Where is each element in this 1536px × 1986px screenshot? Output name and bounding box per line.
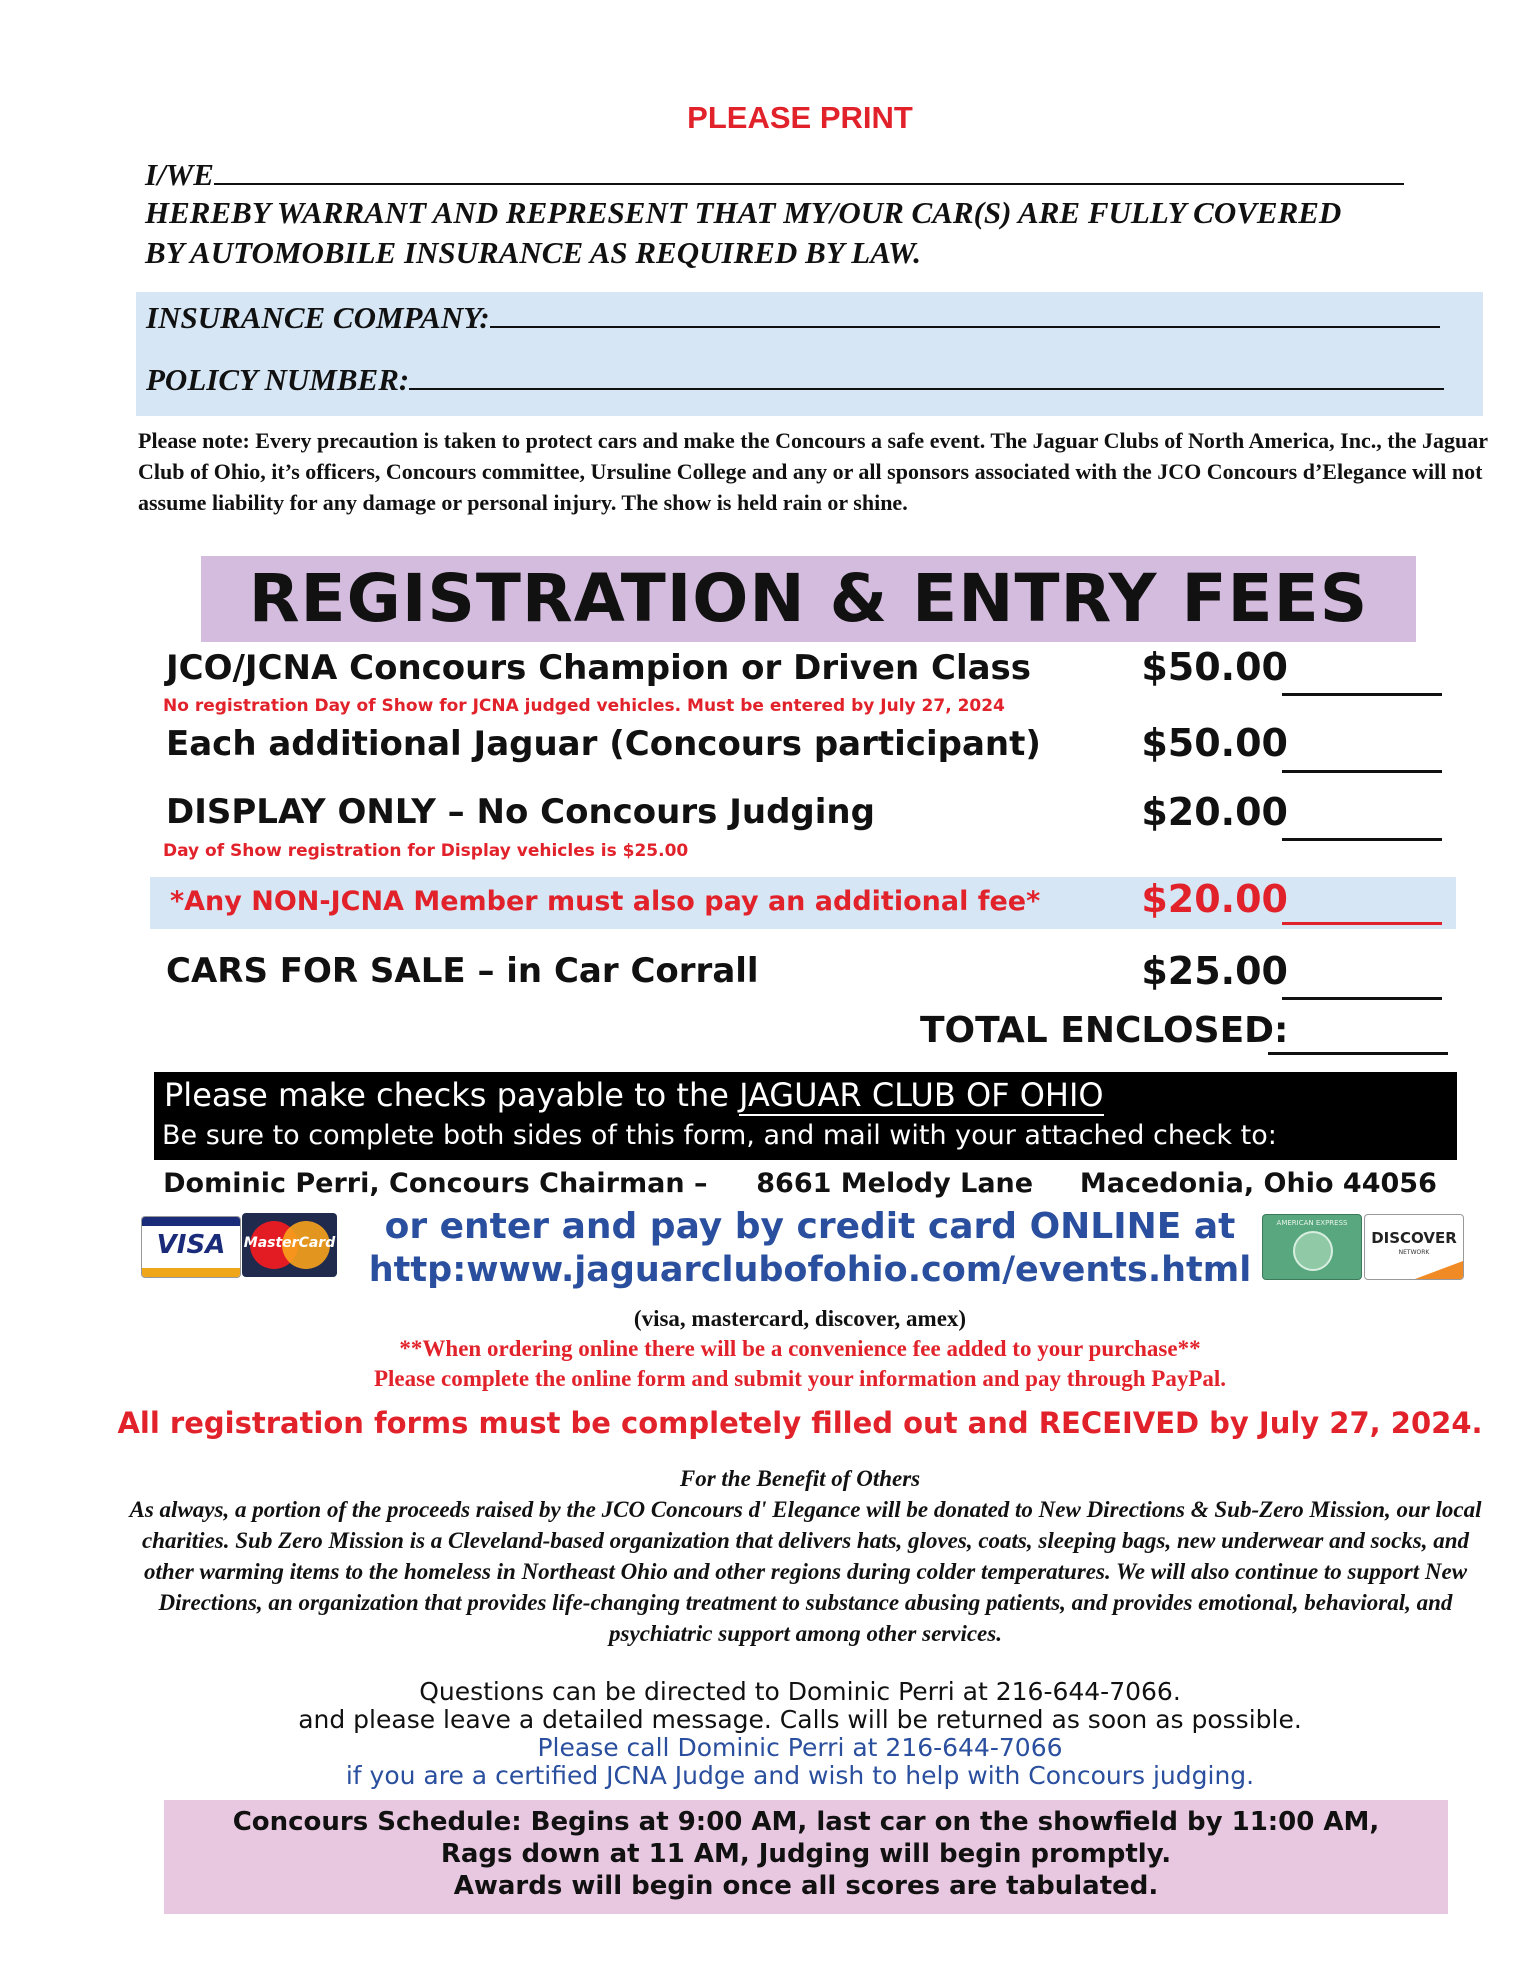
policy-number-label: POLICY NUMBER:: [146, 362, 410, 397]
fee-label-non-member: *Any NON-JCNA Member must also pay an additional fee*: [170, 886, 1041, 917]
concours-schedule: [164, 1800, 1448, 1914]
please-print-heading: PLEASE PRINT: [687, 100, 913, 135]
liability-note: Please note: Every precaution is taken to protect cars and make the Concours a safe event. The Jaguar Clubs of North America, Inc., the Jaguar Club of Ohio, it’s officers, Concours committee, Ursuline College and any or all sponsors associated with the JCO Concours d’Elegance will not assume liability for any damage or personal injury. The show is held rain or shine.: [138, 428, 1488, 515]
registration-title: REGISTRATION & ENTRY FEES: [248, 560, 1369, 637]
fee-amount-display: $20.00: [1141, 790, 1288, 834]
convenience-fee-note: **When ordering online there will be a convenience fee added to your purchase**: [399, 1336, 1201, 1361]
iwe-blank[interactable]: [214, 157, 1404, 185]
fee-amount-for-sale: $25.00: [1141, 949, 1288, 993]
check-instructions: [154, 1072, 1457, 1160]
contact-line-2: and please leave a detailed message. Calls will be returned as soon as possible.: [298, 1705, 1302, 1734]
fee-blank-display[interactable]: [1282, 838, 1442, 841]
amex-logo-text: AMERICAN EXPRESS: [1276, 1219, 1348, 1227]
schedule-line-1: Concours Schedule: Begins at 9:00 AM, last car on the showfield by 11:00 AM,: [232, 1807, 1380, 1837]
fee-note-champion: No registration Day of Show for JCNA judged vehicles. Must be entered by July 27, 2024: [163, 696, 1005, 716]
fee-amount-additional: $50.00: [1141, 721, 1288, 765]
checks-prefix: Please make checks payable to the: [164, 1076, 740, 1114]
fee-blank-champion[interactable]: [1282, 693, 1442, 696]
fee-amount-champion: $50.00: [1141, 645, 1288, 689]
fee-amount-non-member: $20.00: [1141, 877, 1288, 921]
fee-blank-for-sale[interactable]: [1282, 997, 1442, 1000]
iwe-field[interactable]: [145, 157, 1465, 193]
fee-note-display: Day of Show registration for Display vehicles is $25.00: [163, 841, 689, 861]
checks-payable-line: [164, 1076, 1104, 1114]
fee-label-additional: Each additional Jaguar (Concours participant): [166, 724, 1041, 764]
visa-logo-text: VISA: [156, 1230, 226, 1260]
fee-label-display: DISPLAY ONLY – No Concours Judging: [166, 792, 875, 832]
payee-name: JAGUAR CLUB OF OHIO: [739, 1076, 1104, 1114]
policy-number-field[interactable]: [146, 362, 1444, 398]
fee-blank-additional[interactable]: [1282, 770, 1442, 773]
warranty-line-1: HEREBY WARRANT AND REPRESENT THAT MY/OUR CAR(S) ARE FULLY COVERED: [145, 195, 1342, 230]
insurance-company-blank[interactable]: [490, 300, 1440, 328]
fee-label-for-sale: CARS FOR SALE – in Car Corrall: [166, 951, 759, 991]
insurance-company-label: INSURANCE COMPANY:: [146, 300, 490, 335]
address-street: 8661 Melody Lane: [756, 1168, 1034, 1199]
schedule-line-3: Awards will begin once all scores are tabulated.: [453, 1871, 1159, 1901]
discover-logo-subtext: NETWORK: [1398, 1249, 1430, 1256]
registration-deadline: All registration forms must be completely filled out and RECEIVED by July 27, 2024.: [117, 1406, 1483, 1440]
online-payment-line: or enter and pay by credit card ONLINE at: [384, 1206, 1236, 1247]
total-enclosed-blank[interactable]: [1268, 1052, 1448, 1055]
amex-logo: [1262, 1214, 1362, 1280]
insurance-company-field[interactable]: [146, 300, 1440, 336]
benefit-title: For the Benefit of Others: [679, 1466, 921, 1491]
schedule-line-2: Rags down at 11 AM, Judging will begin promptly.: [440, 1839, 1172, 1869]
mail-instructions: Be sure to complete both sides of this form, and mail with your attached check to:: [162, 1120, 1277, 1151]
address-city: Macedonia, Ohio 44056: [1079, 1168, 1437, 1199]
judge-call-line: Please call Dominic Perri at 216-644-7066: [537, 1733, 1063, 1762]
mailing-address: [0, 1168, 1536, 1199]
warranty-line-2: BY AUTOMOBILE INSURANCE AS REQUIRED BY LAW.: [145, 235, 922, 270]
benefit-text: As always, a portion of the proceeds raised by the JCO Concours d' Elegance will be donated to New Directions & Sub-Zero Mission, our local charities. Sub Zero Mission is a Cleveland-based organization that delivers hats, gloves, coats, sleeping bags, new underwear and socks, and other warming items to the homeless in Northeast Ohio and other regions during colder temperatures. We will also continue to support New Directions, an organization that provides life-changing treatment to substance abusing patients, and provides emotional, behavioral, and psychiatric support among other services.: [129, 1497, 1482, 1646]
address-name: Dominic Perri, Concours Chairman –: [163, 1168, 708, 1199]
judge-help-line: if you are a certified JCNA Judge and wish to help with Concours judging.: [345, 1761, 1255, 1790]
discover-logo: [1364, 1214, 1464, 1280]
mastercard-logo-text: MasterCard: [243, 1235, 336, 1251]
visa-logo: [141, 1216, 241, 1278]
policy-number-blank[interactable]: [409, 362, 1444, 390]
iwe-label: I/WE: [145, 157, 214, 192]
contact-line-1: Questions can be directed to Dominic Perri at 216-644-7066.: [419, 1677, 1181, 1706]
insurance-warranty: [145, 193, 1485, 273]
fee-blank-non-member[interactable]: [1282, 922, 1442, 925]
fee-label-champion: JCO/JCNA Concours Champion or Driven Class: [166, 648, 1032, 688]
online-payment-url[interactable]: http:www.jaguarclubofohio.com/events.html: [368, 1250, 1252, 1290]
cards-accepted: (visa, mastercard, discover, amex): [633, 1306, 967, 1331]
insurance-section: [136, 292, 1483, 416]
discover-logo-text: DISCOVER: [1371, 1229, 1457, 1247]
paypal-note: Please complete the online form and submit your information and pay through PayPal.: [373, 1366, 1227, 1391]
registration-banner: [201, 556, 1416, 642]
total-enclosed-label: TOTAL ENCLOSED:: [920, 1010, 1289, 1051]
mastercard-logo: [242, 1213, 337, 1277]
